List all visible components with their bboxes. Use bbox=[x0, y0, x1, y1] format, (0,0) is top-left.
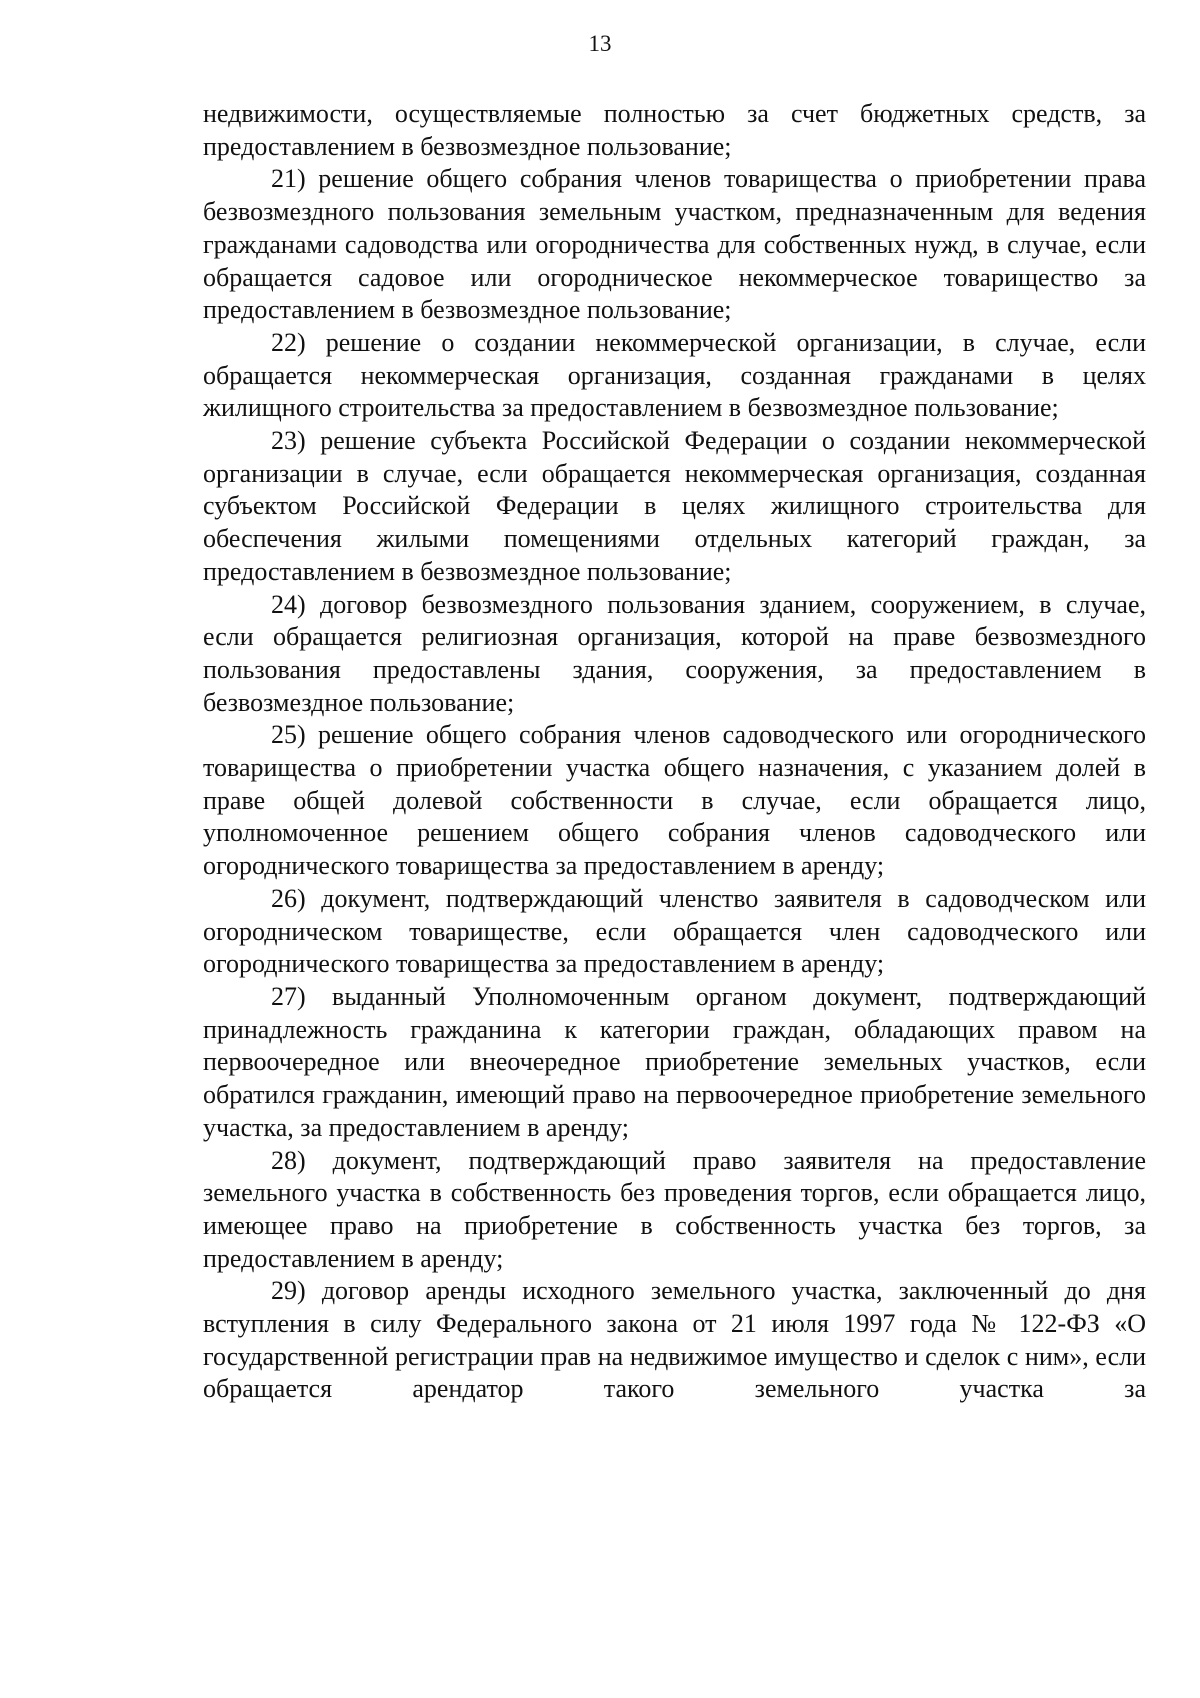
paragraph-item-25: 25) решение общего собрания членов садоводческого или огороднического товарищества о приобретении участка общего назначения, с указанием долей в праве общей долевой собственности в случае, если обращается лицо, уполномоченное решением общего собрания членов садоводческого или огороднического товарищества за предоставлением в аренду; bbox=[203, 720, 1146, 881]
paragraph-item-24: 24) договор безвозмездного пользования зданием, сооружением, в случае, если обращается религиозная организация, которой на праве безвозмездного пользования предоставлены здания, сооружения, за предоставлением в безвозмездное пользование; bbox=[203, 589, 1146, 717]
paragraph-continuation: недвижимости, осуществляемые полностью за счет бюджетных средств, за предоставлением в безвозмездное пользование; bbox=[203, 99, 1146, 161]
paragraph-item-26: 26) документ, подтверждающий членство заявителя в садоводческом или огородническом товариществе, если обращается член садоводческого или огороднического товарищества за предоставлением в аренду; bbox=[203, 883, 1146, 979]
paragraph-item-28: 28) документ, подтверждающий право заявителя на предоставление земельного участка в собственность без проведения торгов, если обращается лицо, имеющее право на приобретение в собственность участка без торгов, за предоставлением в аренду; bbox=[203, 1145, 1146, 1273]
paragraph-item-22: 22) решение о создании некоммерческой организации, в случае, если обращается некоммерческая организация, созданная гражданами в целях жилищного строительства за предоставлением в безвозмездное пользование; bbox=[203, 327, 1146, 423]
paragraph-item-21: 21) решение общего собрания членов товарищества о приобретении права безвозмездного пользования земельным участком, предназначенным для ведения гражданами садоводства или огородничества для собственных нужд, в случае, если обращается садовое или огородническое некоммерческое товарищество за предоставлением в безвозмездное пользование; bbox=[203, 164, 1146, 325]
page-number: 13 bbox=[588, 31, 612, 56]
paragraph-item-23: 23) решение субъекта Российской Федерации о создании некоммерческой организации в случае, если обращается некоммерческая организация, созданная субъектом Российской Федерации в целях жилищного строительства для обеспечения жилыми помещениями отдельных категорий граждан, за предоставлением в безвозмездное пользование; bbox=[203, 426, 1146, 586]
paragraph-item-27: 27) выданный Уполномоченным органом документ, подтверждающий принадлежность гражданина к категории граждан, обладающих правом на первоочередное или внеочередное приобретение земельных участков, если обратился гражданин, имеющий право на первоочередное приобретение земельного участка, за предоставлением в аренду; bbox=[203, 981, 1146, 1142]
paragraph-item-29: 29) договор аренды исходного земельного участка, заключенный до дня вступления в силу Федерального закона от 21 июля 1997 года № 122-ФЗ «О государственной регистрации прав на недвижимое имущество и сделок с ним», если обращается арендатор такого земельного участка за bbox=[203, 1276, 1146, 1404]
document-body bbox=[203, 98, 1146, 1406]
